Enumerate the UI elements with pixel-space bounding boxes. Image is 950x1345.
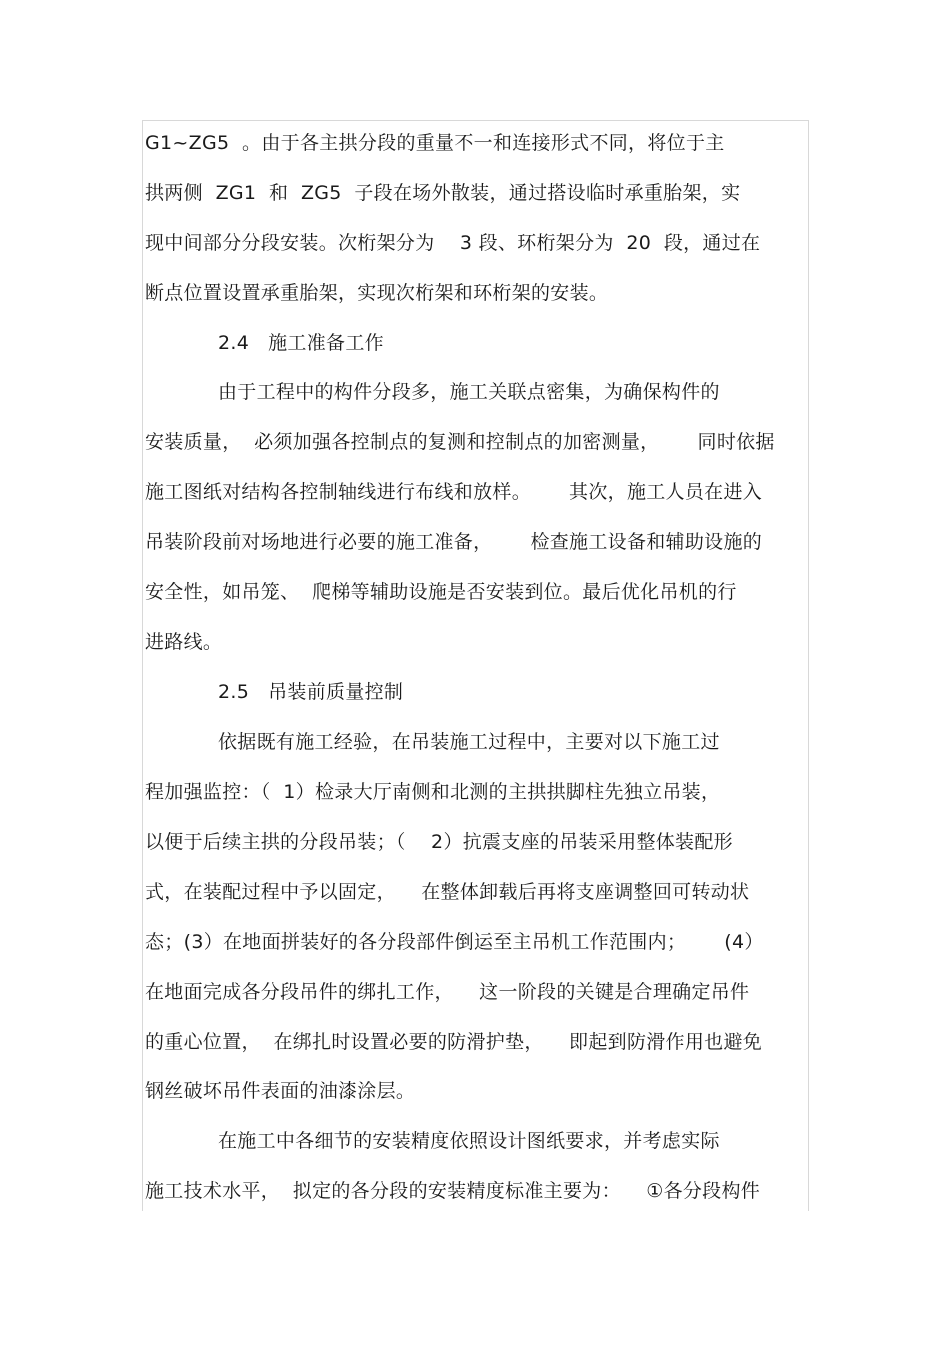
text-line: 以便于后续主拱的分段吊装；（ 2）抗震支座的吊装采用整体装配形 (145, 831, 733, 853)
text-line: 钢丝破坏吊件表面的油漆涂层。 (145, 1080, 416, 1102)
text-line: 安全性，如吊笼、 爬梯等辅助设施是否安装到位。最后优化吊机的行 (145, 581, 737, 603)
text-line: 施工图纸对结构各控制轴线进行布线和放样。 其次，施工人员在进入 (145, 481, 763, 503)
text-line: 在地面完成各分段吊件的绑扎工作， 这一阶段的关键是合理确定吊件 (145, 981, 750, 1003)
text-line: 式，在装配过程中予以固定， 在整体卸载后再将支座调整回可转动状 (145, 881, 750, 903)
text-line: 进路线。 (145, 631, 223, 653)
text-line: 程加强监控：（ 1）检录大厅南侧和北测的主拱拱脚柱先独立吊装， (145, 781, 721, 803)
text-line: 施工技术水平， 拟定的各分段的安装精度标准主要为： ①各分段构件 (145, 1180, 761, 1202)
section-heading: 2.5 吊装前质量控制 (218, 681, 404, 703)
text-line: 的重心位置， 在绑扎时设置必要的防滑护垫， 即起到防滑作用也避免 (145, 1031, 763, 1053)
text-line: 现中间部分分段安装。次桁架分为 3 段、环桁架分为 20 段，通过在 (145, 232, 761, 254)
text-line: 由于工程中的构件分段多，施工关联点密集，为确保构件的 (218, 381, 720, 403)
text-line: 安装质量， 必须加强各控制点的复测和控制点的加密测量， 同时依据 (145, 431, 775, 453)
text-line: 断点位置设置承重胎架，实现次桁架和环桁架的安装。 (145, 282, 609, 304)
text-line: G1~ZG5 。由于各主拱分段的重量不一和连接形式不同，将位于主 (145, 132, 725, 154)
section-heading: 2.4 施工准备工作 (218, 332, 384, 354)
text-line: 吊装阶段前对场地进行必要的施工准备， 检查施工设备和辅助设施的 (145, 531, 763, 553)
text-line: 拱两侧 ZG1 和 ZG5 子段在场外散装，通过搭设临时承重胎架，实 (145, 182, 741, 204)
text-line: 态；(3）在地面拼装好的各分段部件倒运至主吊机工作范围内； (4） (145, 931, 764, 953)
text-line: 在施工中各细节的安装精度依照设计图纸要求，并考虑实际 (218, 1130, 720, 1152)
text-line: 依据既有施工经验，在吊装施工过程中，主要对以下施工过 (218, 731, 720, 753)
